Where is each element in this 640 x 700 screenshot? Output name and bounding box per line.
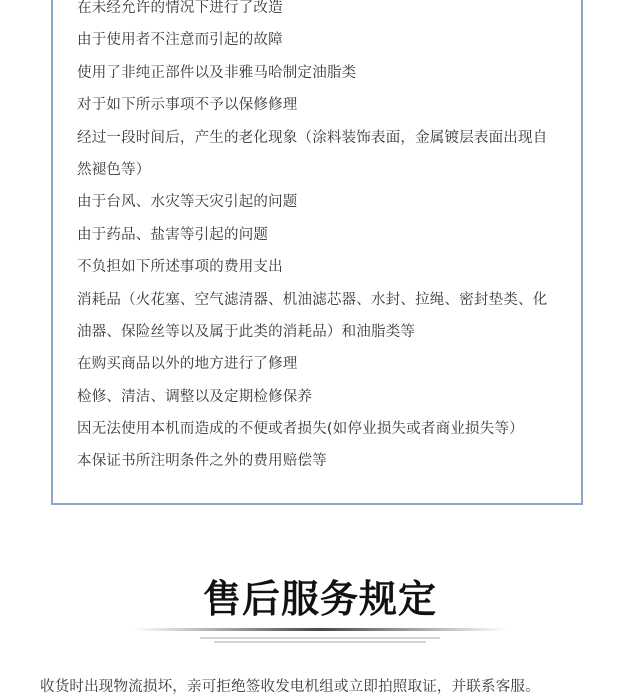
warranty-line: 由于使用者不注意而引起的故障 [77,32,283,49]
warranty-terms-list [77,0,577,478]
warranty-line: 在未经允许的情况下进行了改造 [77,0,283,16]
warranty-line: 由于药品、盐害等引起的问题 [77,226,269,243]
warranty-line: 在购买商品以外的地方进行了修理 [77,356,298,373]
warranty-line: 因无法使用本机而造成的不便或者损失(如停业损失或者商业损失等） [77,421,524,438]
warranty-line: 不负担如下所述事项的费用支出 [77,259,283,276]
decorative-fine-print [200,635,440,647]
warranty-line: 油器、保险丝等以及属于此类的消耗品）和油脂类等 [77,323,416,340]
warranty-line: 本保证书所注明条件之外的费用赔偿等 [77,453,327,470]
warranty-line: 使用了非纯正部件以及非雅马哈制定油脂类 [77,64,357,81]
logistics-notice: 收货时出现物流损坏，亲可拒绝签收发电机组或立即拍照取证，并联系客服。 [40,679,540,695]
warranty-line: 检修、清洁、调整以及定期检修保养 [77,388,313,405]
warranty-line: 对于如下所示事项不予以保修修理 [77,97,298,114]
warranty-line: 由于台风、水灾等天灾引起的问题 [77,194,298,211]
section-title: 售后服务规定 [202,577,437,621]
title-underline [132,628,508,631]
warranty-line: 经过一段时间后，产生的老化现象（涂料装饰表面，金属镀层表面出现自 [77,129,548,146]
warranty-line: 然褪色等） [77,161,151,178]
warranty-line: 消耗品（火花塞、空气滤清器、机油滤芯器、水封、拉绳、密封垫类、化 [77,291,548,308]
